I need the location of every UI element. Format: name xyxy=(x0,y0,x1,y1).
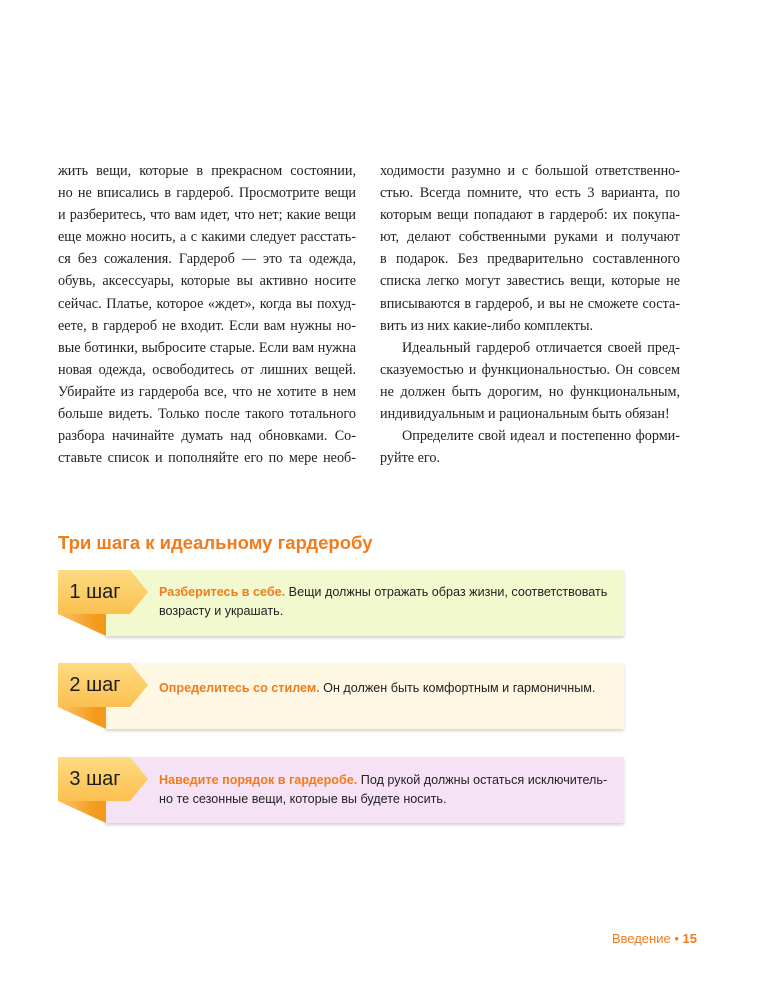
left-column-line: новая одежда, освободитесь от лишних вещей. xyxy=(58,361,356,378)
left-column-line: Убирайте из гардероба все, что не хотите в нем xyxy=(58,383,356,400)
steps-heading: Три шага к идеальному гардеробу xyxy=(58,532,373,553)
left-column xyxy=(58,160,356,469)
step-3-card xyxy=(58,757,624,832)
right-paragraph-1-line: вписываются в гардероб, и вы не сможете соста- xyxy=(380,295,680,312)
step-1-ribbon-fold xyxy=(58,614,106,636)
right-paragraph-1-line: ходимости разумно и с большой ответственно- xyxy=(380,163,680,179)
step-2-ribbon-fold xyxy=(58,707,106,729)
right-paragraph-1 xyxy=(380,160,680,337)
step-1-line1: Вещи должны отражать образ жизни, соответствовать xyxy=(285,585,608,599)
step-1-highlight: Разберитесь в себе. xyxy=(159,585,286,599)
step-3-line2: но те сезонные вещи, которые вы будете носить. xyxy=(159,792,447,806)
right-column xyxy=(380,160,680,469)
right-paragraph-1-line: вить из них какие-либо комплекты. xyxy=(380,317,594,334)
step-2-card xyxy=(58,663,624,738)
step-3-line1: Под рукой должны остаться исключитель- xyxy=(357,773,608,787)
step-1-label: 1 шаг xyxy=(69,581,121,603)
left-column-line: ставьте список и пополняйте его по мере необ- xyxy=(58,450,356,467)
left-column-line: жить вещи, которые в прекрасном состоянии, xyxy=(58,163,356,179)
left-column-line: сейчас. Платье, которое «ждет», когда вы похуд- xyxy=(58,295,356,312)
step-2-highlight: Определитесь со стилем. xyxy=(159,681,320,695)
page-number: 15 xyxy=(682,931,697,946)
left-column-line: еще можно носить, а с какими следует расстать- xyxy=(58,229,356,246)
step-2-label: 2 шаг xyxy=(69,674,121,696)
left-column-line: и разберитесь, что вам идет, что нет; какие вещи xyxy=(58,207,356,224)
step-3-ribbon-fold xyxy=(58,801,106,823)
footer-separator: • xyxy=(674,931,679,946)
left-column-line: ся без сожаления. Гардероб — это та одежда, xyxy=(58,251,356,268)
step-2-text xyxy=(159,679,619,698)
left-column-line: обувь, аксессуары, которые вы активно носите xyxy=(58,273,356,290)
left-column-line: еете, в гардероб не входит. Если вам нужны но- xyxy=(58,317,356,334)
right-paragraph-1-line: ют, делают собственными руками и получают xyxy=(380,229,680,246)
right-paragraph-1-line: списка легко могут завестись вещи, которые не xyxy=(380,273,680,290)
page-footer xyxy=(612,931,697,946)
footer-section: Введение xyxy=(611,931,671,946)
right-paragraph-2: Идеальный гардероб отличается своей пред-сказуемостью и функциональностью. Он совсем не должен быть дорогим, но функциональным, индивидуальным и рациональным быть обязан! xyxy=(380,339,680,423)
step-3-label: 3 шаг xyxy=(69,768,121,790)
right-paragraph-3: Определите свой идеал и постепенно форми-руйте его. xyxy=(380,428,680,467)
right-paragraph-1-line: стью. Всегда помните, что есть 3 варианта, по xyxy=(380,185,680,202)
left-column-line: но не вписались в гардероб. Просмотрите вещи xyxy=(58,185,356,202)
left-column-line: вые ботинки, выбросите старые. Если вам нужна xyxy=(58,339,356,356)
step-1-card xyxy=(58,570,624,645)
step-1-text xyxy=(159,583,619,621)
right-paragraph-1-line: которым вещи попадают в гардероб: их покупа- xyxy=(380,207,680,224)
step-3-text xyxy=(159,771,619,809)
left-column-text xyxy=(58,160,356,469)
left-column-line: разбора начинайте думать над обновками. Со- xyxy=(58,428,356,445)
right-paragraph-1-line: в подарок. Без предварительно составленного xyxy=(380,251,680,268)
step-1-line2: возрасту и украшать. xyxy=(159,604,284,618)
step-2-line1: Он должен быть комфортным и гармоничным. xyxy=(319,681,596,695)
step-3-highlight: Наведите порядок в гардеробе. xyxy=(159,773,358,787)
left-column-line: больше видеть. Только после такого тотального xyxy=(58,406,356,423)
